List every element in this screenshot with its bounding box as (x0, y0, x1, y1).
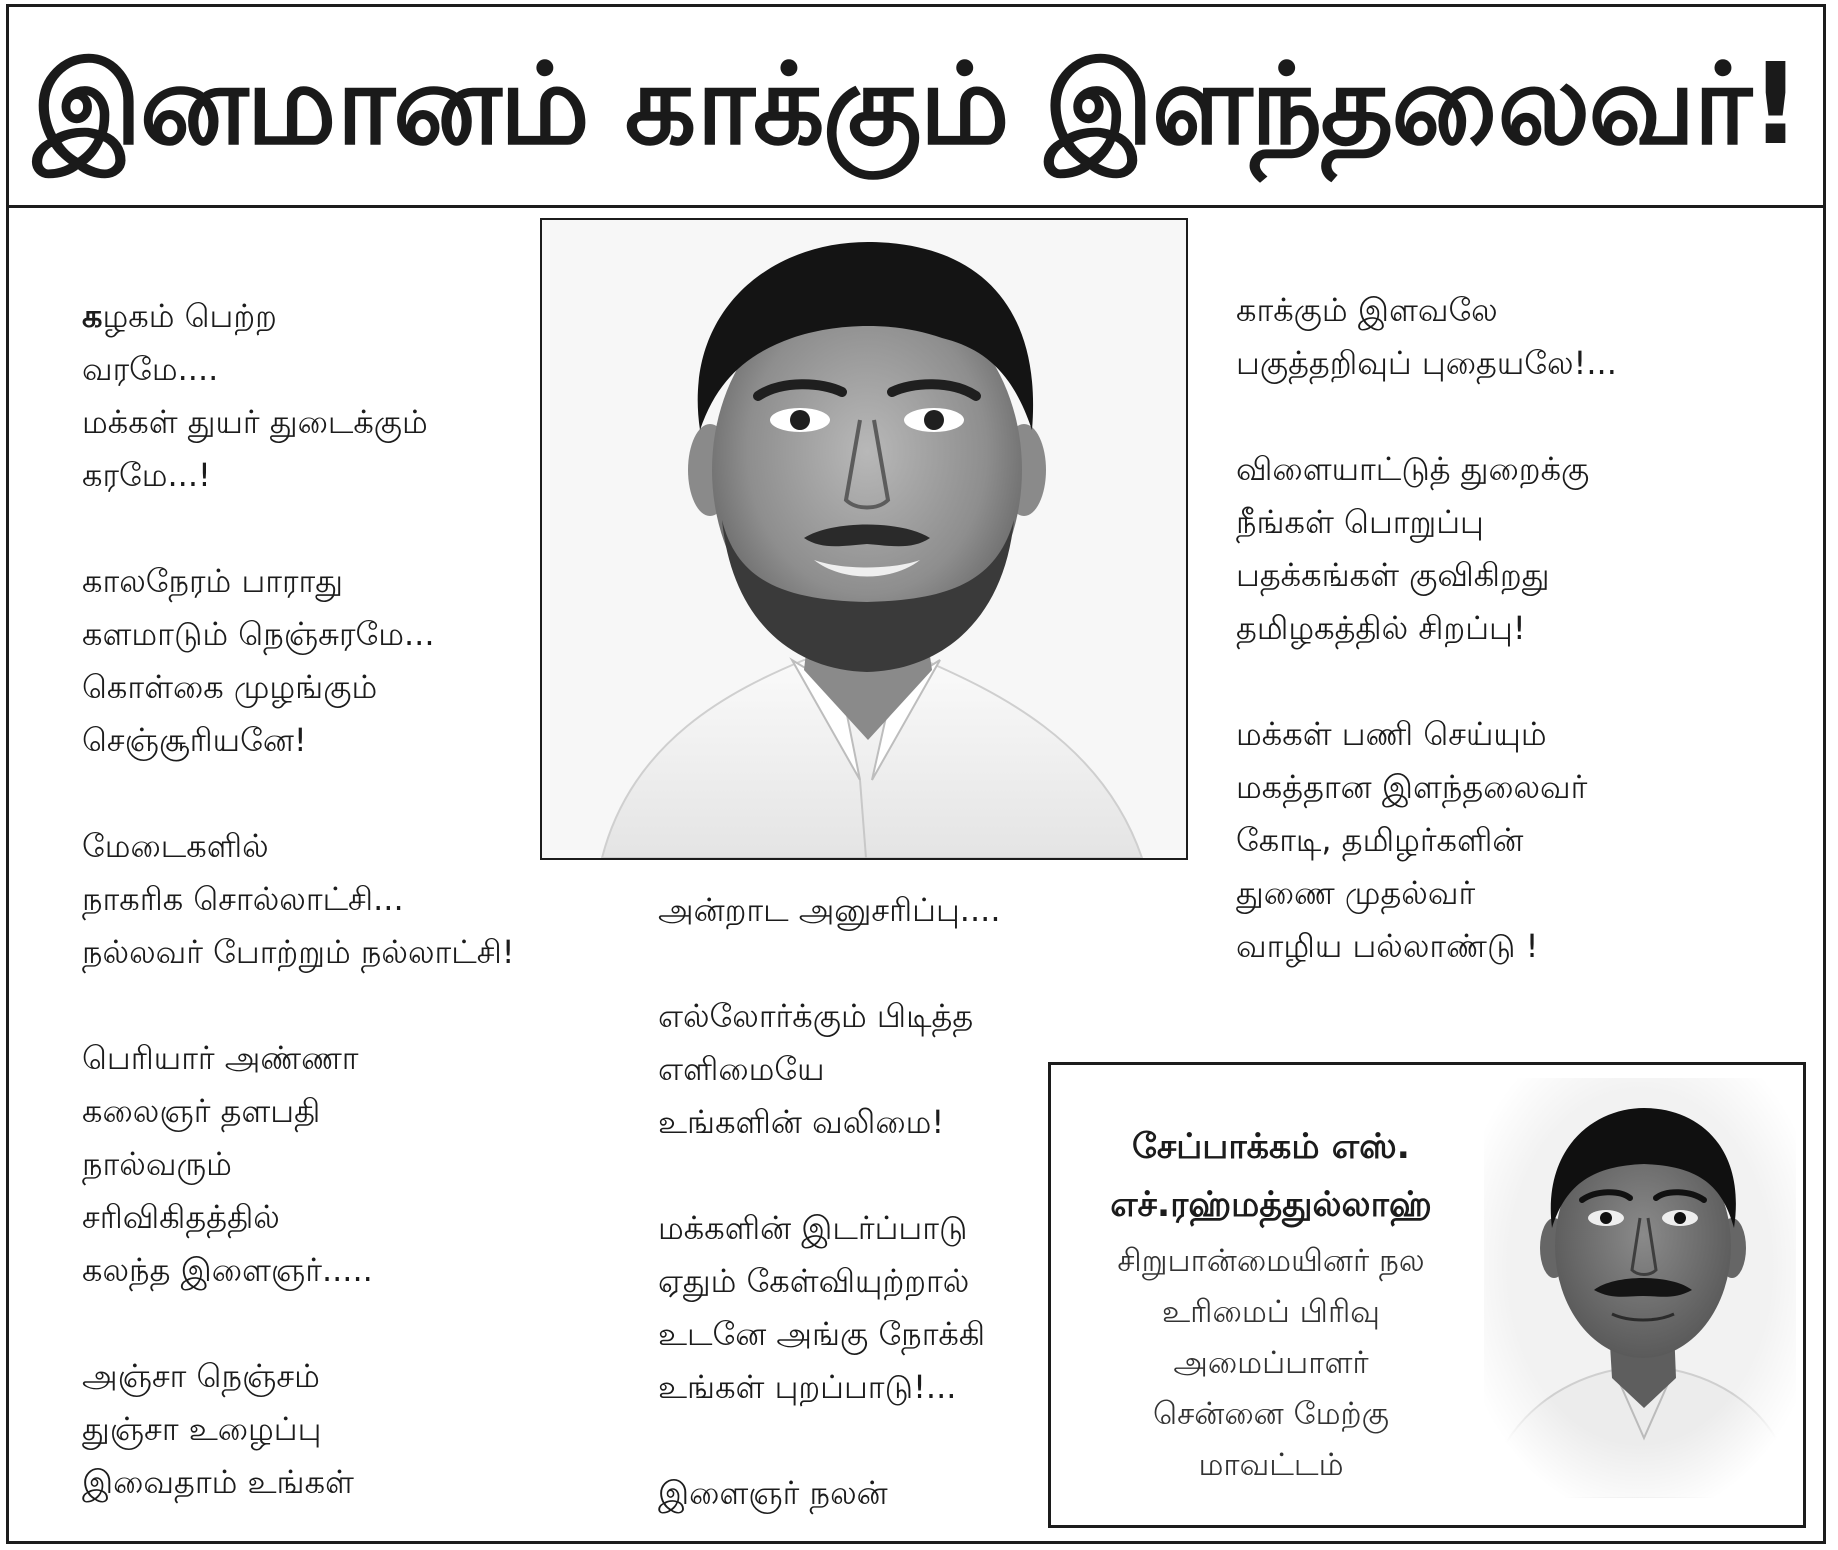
headline: இனமானம் காக்கும் இளந்தலைவர்! (32, 39, 1800, 170)
poem-line: சரிவிகிதத்தில் (82, 1198, 280, 1236)
poem-line: எளிமையே (658, 1050, 825, 1088)
poem-line: உங்களின் வலிமை! (658, 1103, 945, 1141)
poem-line: மக்களின் இடர்ப்பாடு (658, 1209, 968, 1247)
poem-line: கலைஞர் தளபதி (82, 1092, 321, 1130)
poem-line: களமாடும் நெஞ்சுரமே... (82, 615, 435, 653)
signatory-name-line: எச்.ரஹ்மத்துல்லாஹ் (1110, 1185, 1432, 1225)
poem-line: கலந்த இளைஞர்..... (82, 1251, 373, 1289)
poem-line: இவைதாம் உங்கள் (82, 1463, 354, 1501)
poem-line: ஏதும் கேள்வியுற்றால் (658, 1262, 970, 1300)
poem-line: பெரியார் அண்ணா (82, 1039, 359, 1077)
poem-line: மகத்தான இளந்தலைவர் (1236, 768, 1588, 806)
poem-line: உடனே அங்கு நோக்கி (658, 1315, 986, 1353)
poem-line: செஞ்சூரியனே! (82, 721, 307, 759)
poem-column-right (1236, 284, 1617, 973)
poem-column-left (82, 290, 515, 1509)
poem-line: துஞ்சா உழைப்பு (82, 1410, 322, 1448)
headline-band (6, 4, 1826, 208)
poem-line-rest: ழகம் பெற்ற (102, 297, 277, 335)
poem-line: காலநேரம் பாராது (82, 562, 343, 600)
main-portrait-photo (540, 218, 1188, 860)
poem-line: பதக்கங்கள் குவிகிறது (1236, 556, 1550, 594)
poem-line: அன்றாட அனுசரிப்பு.... (658, 891, 1001, 929)
signatory-role-line: சிறுபான்மையினர் நல (1117, 1243, 1425, 1279)
poem-line (82, 290, 515, 343)
poem-line: மக்கள் துயர் துடைக்கும் (82, 403, 428, 441)
signatory-role-line: உரிமைப் பிரிவு (1162, 1294, 1380, 1330)
poem-line: பகுத்தறிவுப் புதையலே!... (1236, 344, 1617, 382)
poem-line: இளைஞர் நலன் (658, 1474, 888, 1512)
signatory-name (1062, 1118, 1480, 1234)
poem-line: கொள்கை முழங்கும் (82, 668, 378, 706)
signatory-portrait-photo (1484, 1078, 1796, 1498)
poem-line: வரமே.... (82, 350, 219, 388)
poem-line: அஞ்சா நெஞ்சம் (82, 1357, 320, 1395)
signatory-role-line: சென்னை மேற்கு (1152, 1396, 1390, 1432)
poem-line: எல்லோர்க்கும் பிடித்த (658, 997, 974, 1035)
poem-line-first-word: க (82, 297, 103, 335)
poem-line: வாழிய பல்லாண்டு ! (1236, 927, 1539, 965)
poem-line: கோடி, தமிழர்களின் (1236, 821, 1524, 859)
poem-line: காக்கும் இளவலே (1236, 291, 1498, 329)
poem-column-middle (658, 884, 1000, 1520)
poem-line: மக்கள் பணி செய்யும் (1236, 715, 1547, 753)
poem-line: விளையாட்டுத் துறைக்கு (1236, 450, 1590, 488)
signatory-name-line: சேப்பாக்கம் எஸ். (1132, 1127, 1410, 1167)
poem-line: நல்லவர் போற்றும் நல்லாட்சி! (82, 933, 515, 971)
poem-line: நால்வரும் (82, 1145, 232, 1183)
signatory-role-line: மாவட்டம் (1198, 1447, 1344, 1483)
poem-line: மேடைகளில் (82, 827, 269, 865)
poem-line: உங்கள் புறப்பாடு!... (658, 1368, 957, 1406)
poem-line: துணை முதல்வர் (1236, 874, 1476, 912)
poem-line: கரமே...! (82, 456, 211, 494)
poem-line: தமிழகத்தில் சிறப்பு! (1236, 609, 1526, 647)
signatory-role-line: அமைப்பாளர் (1173, 1345, 1369, 1381)
signatory-role (1062, 1236, 1480, 1491)
poem-line: நீங்கள் பொறுப்பு (1236, 503, 1484, 541)
poem-line: நாகரிக சொல்லாட்சி... (82, 880, 404, 918)
